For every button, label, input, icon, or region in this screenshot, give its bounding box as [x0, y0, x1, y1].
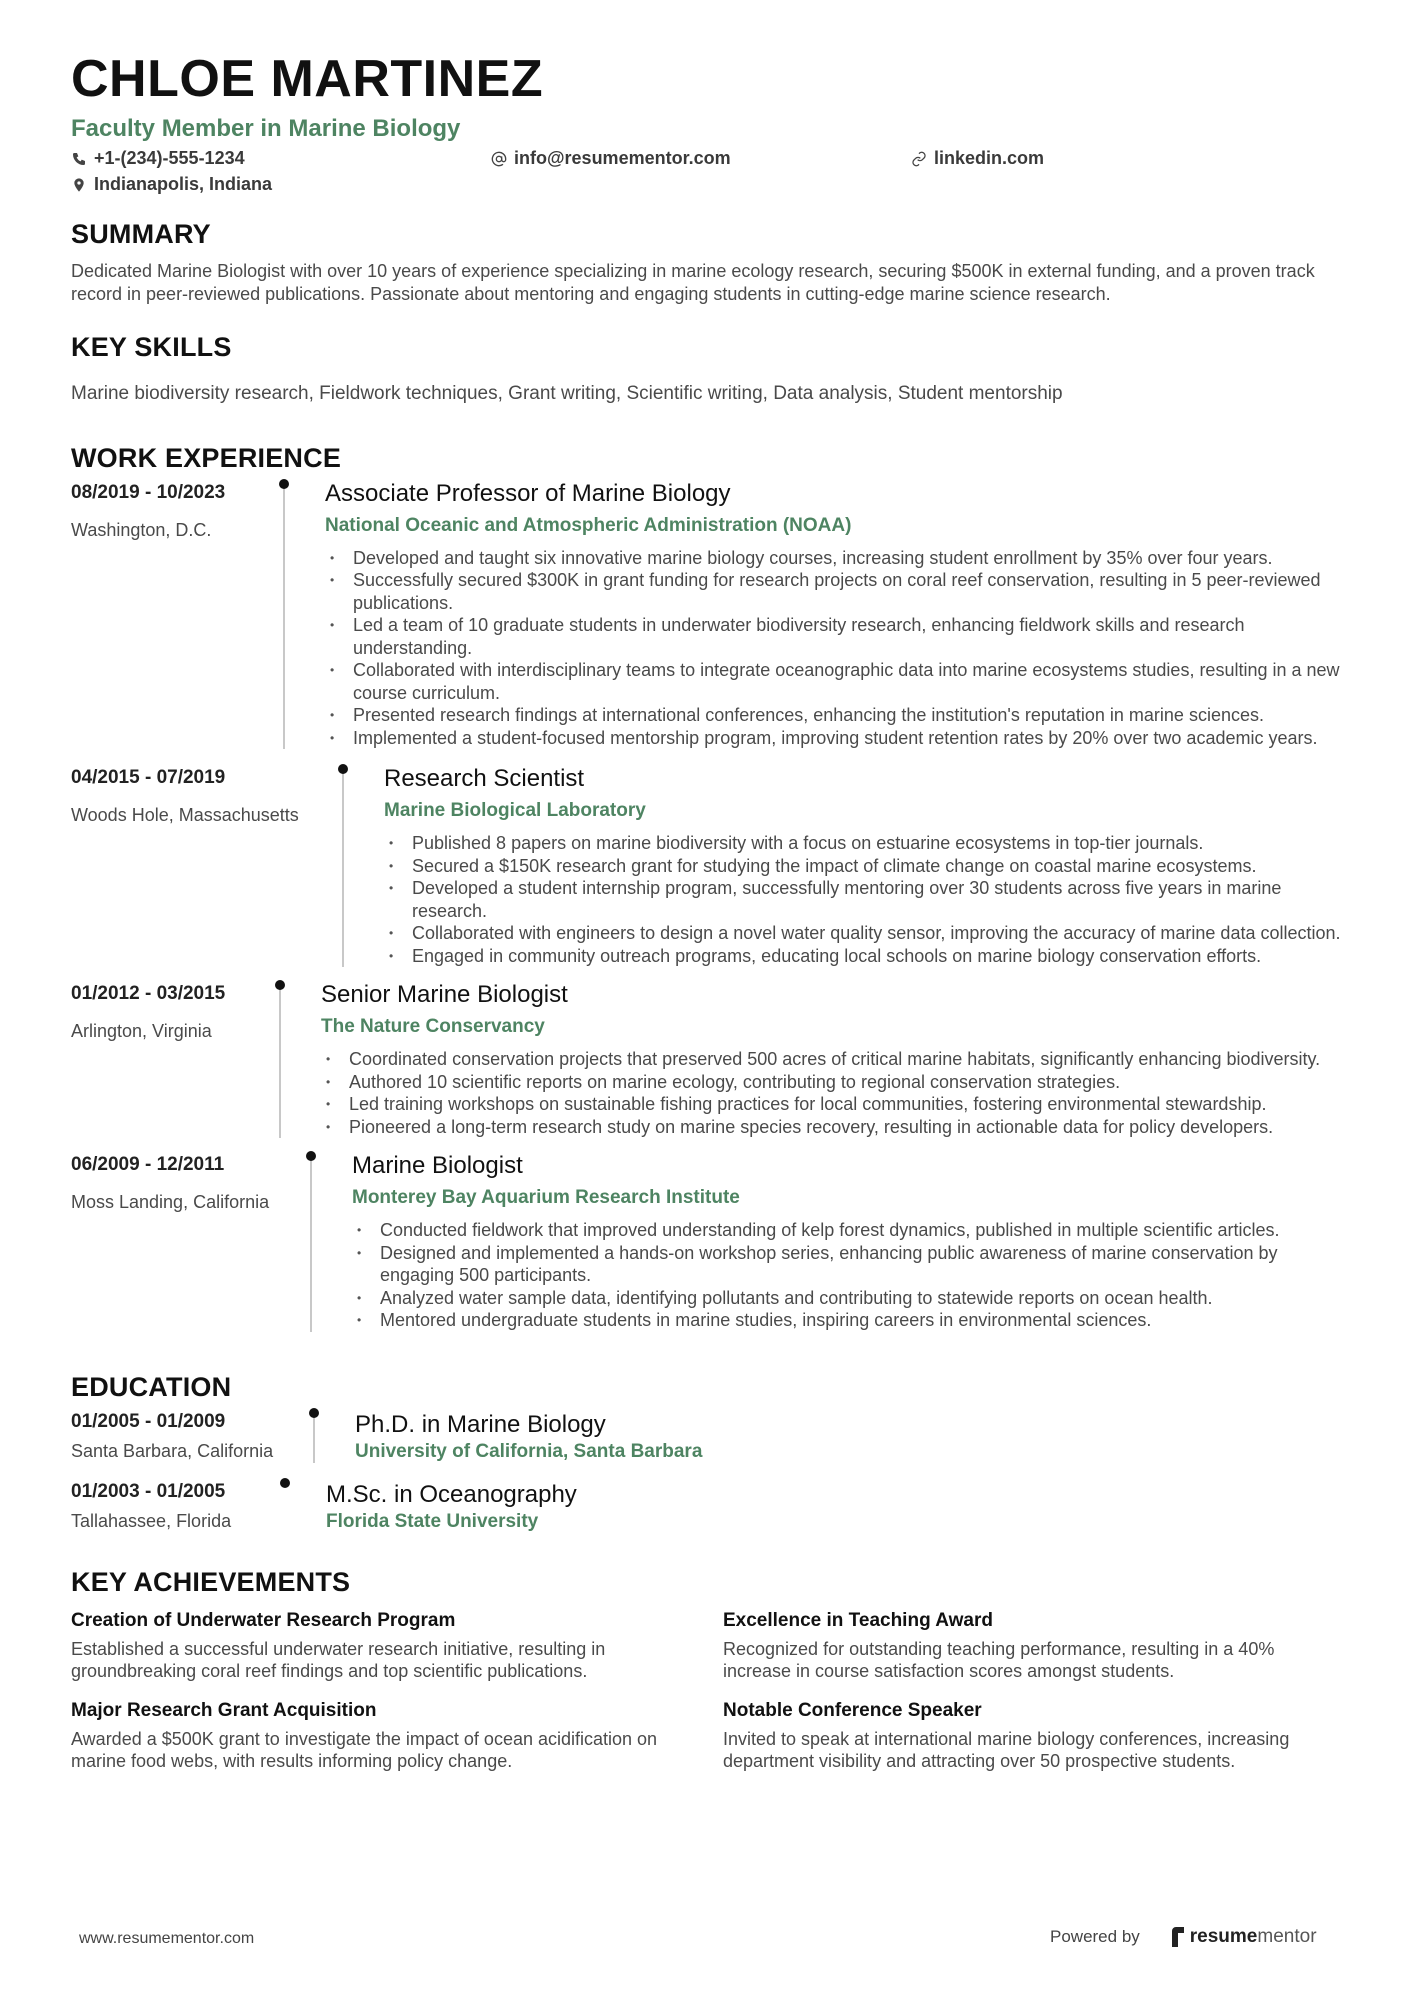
phone-number: +1-(234)-555-1234: [94, 148, 245, 169]
job-entry: [71, 479, 1351, 750]
job-bullet: • Presented research findings at international conferences, enhancing the institution's reputation in marine sciences.: [325, 704, 1351, 727]
footer-website[interactable]: www.resumementor.com: [79, 1930, 255, 1947]
location-text: Indianapolis, Indiana: [94, 174, 273, 195]
job-bullet: • Conducted fieldwork that improved understanding of kelp forest dynamics, published in multiple scientific articles.: [352, 1219, 1351, 1242]
education-entry: [71, 1481, 1351, 1533]
timeline-rail: [310, 1154, 312, 1332]
job-bullet: • Analyzed water sample data, identifying pollutants and contributing to statewide reports on ocean health.: [352, 1287, 1351, 1310]
contact-linkedin[interactable]: [911, 149, 1331, 169]
linkedin-link[interactable]: linkedin.com: [934, 148, 1045, 169]
education-location: Tallahassee, Florida: [71, 1510, 232, 1531]
education-details: [286, 1481, 577, 1533]
achievement-desc: Established a successful underwater research initiative, resulting in groundbreaking coral reef findings and top scientific publications.: [71, 1638, 606, 1682]
job-location: Arlington, Virginia: [71, 1021, 212, 1042]
resume-page: [71, 52, 1351, 1773]
experience-section: [71, 443, 1351, 1332]
job-location: Woods Hole, Massachusetts: [71, 805, 299, 826]
contact-email[interactable]: [491, 149, 911, 169]
skills-title: KEY SKILLS: [71, 331, 232, 362]
education-school: University of California, Santa Barbara: [355, 1440, 703, 1462]
education-degree: Ph.D. in Marine Biology: [355, 1410, 606, 1438]
job-entry: [71, 983, 1351, 1138]
achievement-title: Major Research Grant Acquisition: [71, 1699, 377, 1721]
email-address[interactable]: info@resumementor.com: [514, 148, 731, 169]
candidate-headline: Faculty Member in Marine Biology: [71, 114, 461, 142]
education-title: EDUCATION: [71, 1371, 232, 1402]
job-role: Research Scientist: [384, 765, 585, 793]
job-bullet: • Successfully secured $300K in grant funding for research projects on coral reef conservation, resulting in 5 peer-reviewed publications.: [325, 569, 1351, 614]
footer-branding: [1050, 1926, 1317, 1948]
summary-title: SUMMARY: [71, 218, 211, 249]
job-meta: [71, 482, 283, 750]
timeline-rail: [284, 1481, 286, 1533]
timeline-rail: [313, 1411, 315, 1463]
job-bullet: • Pioneered a long-term research study on marine species recovery, resulting in actionable data for policy developers.: [321, 1116, 1351, 1139]
job-bullet: • Engaged in community outreach programs, educating local schools on marine biology conservation efforts.: [384, 945, 1351, 968]
brand-name-bold: resume: [1189, 1926, 1258, 1947]
candidate-name: CHLOE MARTINEZ: [71, 50, 544, 108]
education-location: Santa Barbara, California: [71, 1440, 274, 1461]
job-location: Washington, D.C.: [71, 519, 212, 540]
skills-section: [71, 332, 1351, 405]
job-bullet: • Designed and implemented a hands-on workshop series, enhancing public awareness of marine conservation by engaging 500 participants.: [352, 1242, 1351, 1287]
job-dates: 08/2019 - 10/2023: [71, 481, 226, 503]
job-bullets: [321, 1048, 1351, 1138]
job-role: Marine Biologist: [352, 1152, 523, 1180]
contact-phone: [71, 149, 491, 169]
education-details: [315, 1411, 702, 1463]
contact-location: [71, 175, 491, 195]
location-pin-icon: [71, 177, 87, 193]
achievements-section: [71, 1567, 1351, 1773]
job-bullet: • Coordinated conservation projects that preserved 500 acres of critical marine habitats, significantly enhancing biodiversity.: [321, 1048, 1351, 1071]
job-role: Senior Marine Biologist: [321, 981, 568, 1009]
job-bullet: • Led a team of 10 graduate students in underwater biodiversity research, enhancing fieldwork skills and research understanding.: [325, 614, 1351, 659]
education-meta: [71, 1411, 313, 1463]
timeline-rail: [342, 767, 344, 967]
job-company: National Oceanic and Atmospheric Administration (NOAA): [325, 514, 852, 536]
brand-r-icon: [1170, 1927, 1186, 1947]
phone-icon: [71, 151, 87, 167]
education-degree: M.Sc. in Oceanography: [326, 1480, 577, 1508]
education-dates: 01/2005 - 01/2009: [71, 1410, 226, 1432]
achievement-desc: Awarded a $500K grant to investigate the impact of ocean acidification on marine food webs, with results informing policy change.: [71, 1728, 658, 1772]
job-dates: 06/2009 - 12/2011: [71, 1154, 225, 1176]
job-details: [285, 479, 1351, 750]
job-bullet: • Secured a $150K research grant for studying the impact of climate change on coastal marine ecosystems.: [384, 855, 1351, 878]
timeline-dot: [280, 1478, 290, 1488]
job-details: [312, 1154, 1351, 1332]
at-sign-icon: [491, 151, 507, 167]
powered-by-label: Powered by: [1050, 1927, 1140, 1946]
brand-name-light: mentor: [1257, 1926, 1317, 1947]
job-company: Monterey Bay Aquarium Research Institute: [352, 1187, 740, 1209]
job-bullet: • Led training workshops on sustainable fishing practices for local communities, fostering environmental stewardship.: [321, 1093, 1351, 1116]
job-bullet: • Developed a student internship program, successfully mentoring over 30 students across five years in marine research.: [384, 877, 1351, 922]
timeline-dot: [309, 1408, 319, 1418]
achievement-desc: Recognized for outstanding teaching performance, resulting in a 40% increase in course satisfaction scores amongst students.: [723, 1638, 1275, 1682]
education-school: Florida State University: [326, 1510, 539, 1532]
summary-section: [71, 219, 1351, 306]
job-bullet: • Published 8 papers on marine biodiversity with a focus on estuarine ecosystems in top-tier journals.: [384, 832, 1351, 855]
education-section: [71, 1372, 1351, 1533]
job-entry: [71, 1154, 1351, 1332]
education-dates: 01/2003 - 01/2005: [71, 1480, 226, 1502]
job-bullets: [352, 1219, 1351, 1332]
contact-info: [71, 149, 1351, 195]
summary-text: Dedicated Marine Biologist with over 10 years of experience specializing in marine ecology research, securing $500K in external funding, and a proven track record in peer-reviewed publications. Passionate about mentoring and engaging students in cutting-edge marine science research.: [71, 260, 1315, 304]
link-icon: [911, 151, 927, 167]
timeline-rail: [283, 482, 285, 750]
job-bullets: [325, 547, 1351, 750]
achievement-item: [71, 1610, 723, 1683]
job-bullet: • Collaborated with engineers to design a novel water quality sensor, improving the accuracy of marine data collection.: [384, 922, 1351, 945]
achievement-item: [71, 1700, 723, 1773]
job-bullet: • Mentored undergraduate students in marine studies, inspiring careers in environmental sciences.: [352, 1309, 1351, 1332]
job-company: Marine Biological Laboratory: [384, 800, 646, 822]
job-meta: [71, 1154, 310, 1332]
achievement-item: [723, 1610, 1351, 1683]
job-bullet: • Collaborated with interdisciplinary teams to integrate oceanographic data into marine ecosystems studies, resulting in a new course curriculum.: [325, 659, 1351, 704]
job-bullet: • Implemented a student-focused mentorship program, improving student retention rates by 20% over two academic years.: [325, 727, 1351, 750]
job-meta: [71, 767, 342, 967]
job-location: Moss Landing, California: [71, 1192, 270, 1213]
timeline-dot: [279, 479, 289, 489]
resumementor-logo[interactable]: [1170, 1926, 1317, 1948]
education-entry: [71, 1411, 1351, 1463]
achievement-desc: Invited to speak at international marine biology conferences, increasing department visibility and attracting over 50 prospective students.: [723, 1728, 1290, 1772]
achievement-title: Creation of Underwater Research Program: [71, 1609, 456, 1631]
experience-title: WORK EXPERIENCE: [71, 442, 342, 473]
job-bullet: • Authored 10 scientific reports on marine ecology, contributing to regional conservation strategies.: [321, 1071, 1351, 1094]
achievement-title: Notable Conference Speaker: [723, 1699, 982, 1721]
resume-header: [71, 52, 1351, 195]
job-details: [281, 983, 1351, 1138]
timeline-rail: [279, 983, 281, 1138]
job-bullets: [384, 832, 1351, 967]
skills-text: Marine biodiversity research, Fieldwork techniques, Grant writing, Scientific writing, Data analysis, Student mentorship: [71, 382, 1063, 404]
job-dates: 01/2012 - 03/2015: [71, 983, 226, 1005]
job-dates: 04/2015 - 07/2019: [71, 767, 226, 789]
job-company: The Nature Conservancy: [321, 1016, 545, 1038]
achievements-title: KEY ACHIEVEMENTS: [71, 1566, 351, 1597]
achievement-title: Excellence in Teaching Award: [723, 1609, 993, 1631]
job-entry: [71, 767, 1351, 967]
job-role: Associate Professor of Marine Biology: [325, 479, 731, 507]
education-meta: [71, 1481, 284, 1533]
job-bullet: • Developed and taught six innovative marine biology courses, increasing student enrollment by 35% over four years.: [325, 547, 1351, 570]
achievements-grid: [71, 1610, 1351, 1773]
job-meta: [71, 983, 279, 1138]
job-details: [344, 767, 1351, 967]
achievement-item: [723, 1700, 1351, 1773]
